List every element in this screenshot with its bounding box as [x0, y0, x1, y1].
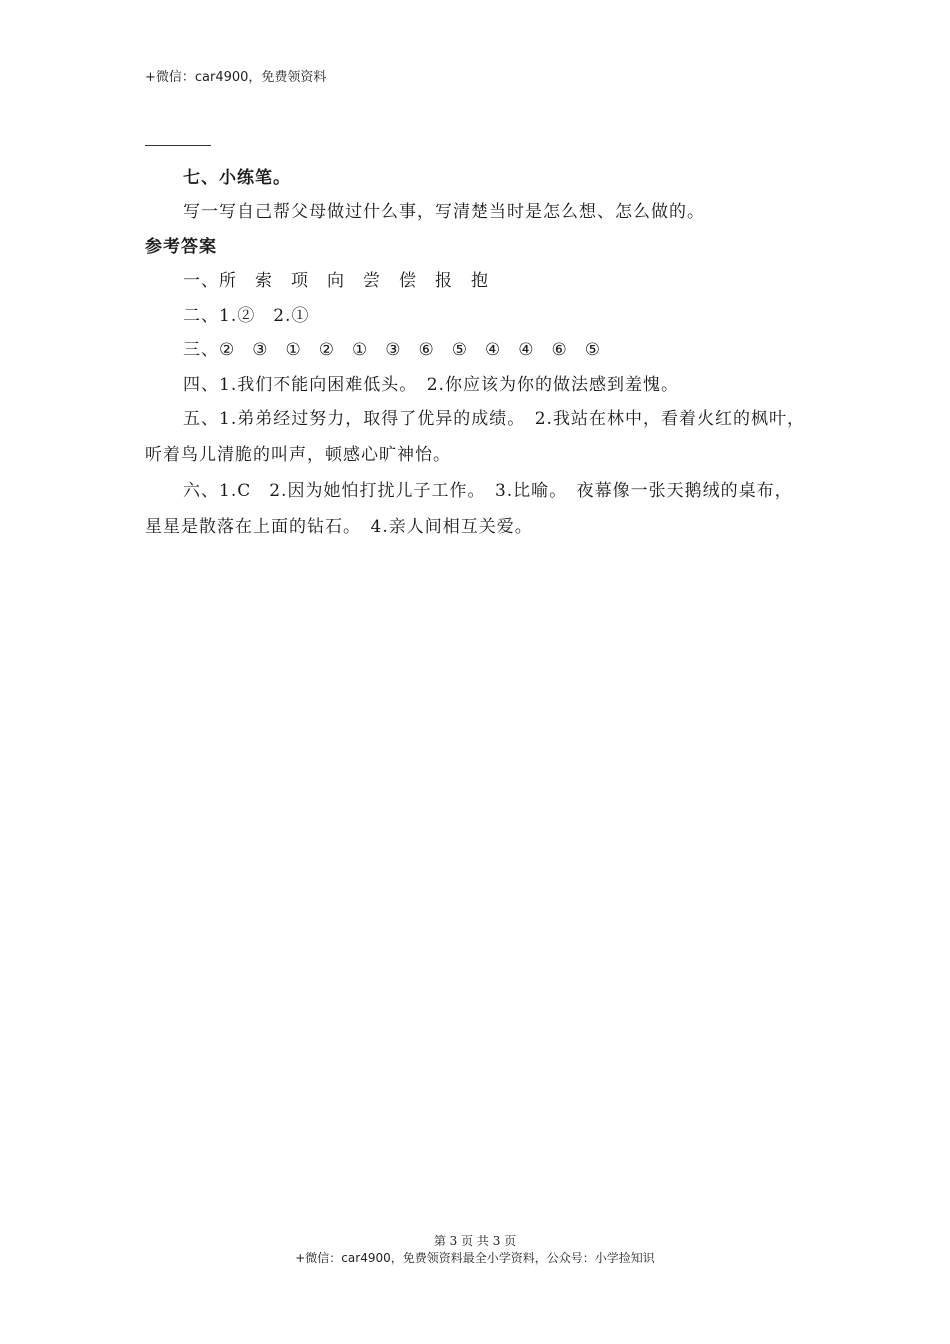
answer-q1-word: 索 — [255, 271, 273, 291]
answer-q3 — [183, 335, 618, 360]
answer-q3-item: ③ — [385, 340, 402, 360]
answer-q6-line1: 六、1.C 2.因为她怕打扰儿子工作。 3.比喻。 夜幕像一张天鹅绒的桌布， — [183, 481, 793, 501]
answer-q1-word: 偿 — [399, 271, 417, 291]
answer-q1-words — [219, 271, 507, 291]
answer-q1-word: 向 — [327, 271, 345, 291]
answer-q3-item: ② — [318, 340, 335, 360]
separator-line — [145, 145, 211, 146]
answers-title: 参考答案 — [145, 237, 217, 257]
answer-q3-item: ① — [352, 340, 369, 360]
answer-q1 — [183, 266, 507, 291]
answer-q3-item: ③ — [252, 340, 269, 360]
answer-q3-item: ⑤ — [584, 340, 601, 360]
answer-q3-item: ④ — [518, 340, 535, 360]
answer-q3-prefix: 三、 — [183, 340, 219, 360]
section-7-prompt: 写一写自己帮父母做过什么事，写清楚当时是怎么想、怎么做的。 — [183, 202, 705, 222]
footer-note: +微信：car4900，免费领资料最全小学资料，公众号：小学捡知识 — [295, 1251, 655, 1265]
answer-q1-word: 项 — [291, 271, 309, 291]
answer-q3-item: ⑥ — [418, 340, 435, 360]
answer-q4: 四、1.我们不能向困难低头。 2.你应该为你的做法感到羞愧。 — [183, 375, 679, 395]
answer-q5-line1: 五、1.弟弟经过努力，取得了优异的成绩。 2.我站在林中，看着火红的枫叶， — [183, 409, 805, 429]
answer-q3-item: ④ — [485, 340, 502, 360]
answer-q1-word: 抱 — [471, 271, 489, 291]
answer-q3-item: ① — [285, 340, 302, 360]
answer-q1-prefix: 一、 — [183, 271, 219, 291]
section-7-title: 七、小练笔。 — [183, 168, 291, 188]
answer-q1-word: 尝 — [363, 271, 381, 291]
answer-q3-item: ⑥ — [551, 340, 568, 360]
answer-q2: 二、1.② 2.① — [183, 306, 310, 326]
answer-q3-item: ② — [219, 340, 236, 360]
answer-q1-word: 报 — [435, 271, 453, 291]
answer-q1-word: 所 — [219, 271, 237, 291]
answer-q3-item: ⑤ — [451, 340, 468, 360]
answer-q3-items — [219, 340, 618, 360]
answer-q5-line2: 听着鸟儿清脆的叫声，顿感心旷神怡。 — [145, 445, 451, 465]
header-note: +微信：car4900，免费领资料 — [145, 70, 327, 85]
footer-page-number: 第 3 页 共 3 页 — [433, 1234, 517, 1248]
answer-q6-line2: 星星是散落在上面的钻石。 4.亲人间相互关爱。 — [145, 517, 533, 537]
